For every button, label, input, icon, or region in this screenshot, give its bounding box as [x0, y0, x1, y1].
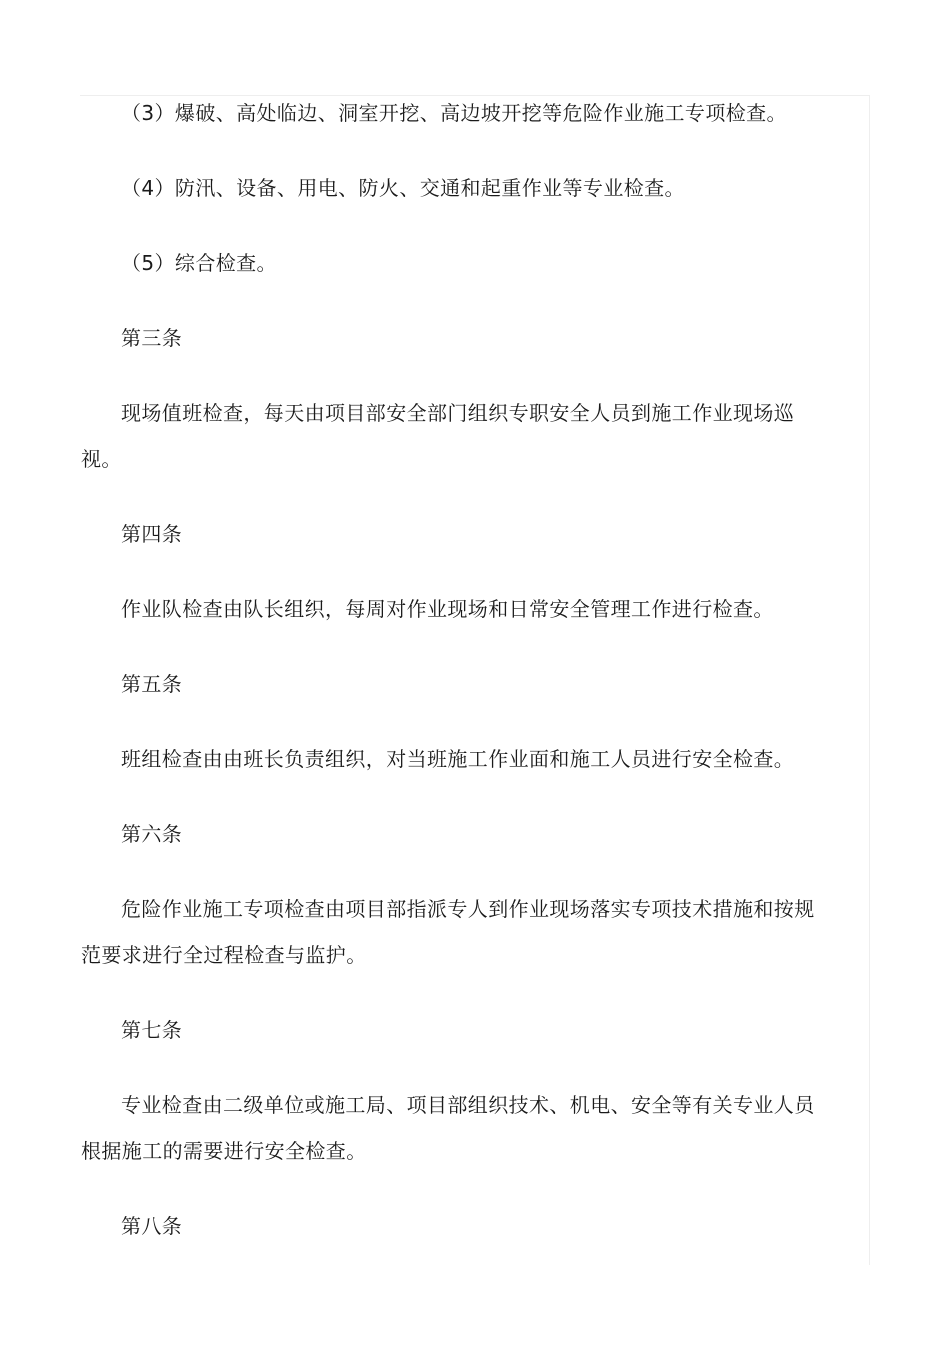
article-heading-7: 第七条	[121, 1018, 183, 1042]
paragraph-item-4: （4）防汛、设备、用电、防火、交通和起重作业等专业检查。	[121, 176, 685, 200]
article-heading-3: 第三条	[121, 326, 183, 350]
article-body-7: 专业检查由二级单位或施工局、项目部组织技术、机电、安全等有关专业人员根据施工的需要进行安全检查。	[81, 1093, 815, 1163]
article-heading-5: 第五条	[121, 672, 183, 696]
paragraph-item-3: （3）爆破、高处临边、洞室开挖、高边坡开挖等危险作业施工专项检查。	[121, 101, 787, 125]
document-body	[81, 90, 821, 1278]
article-heading-6: 第六条	[121, 822, 183, 846]
article-body-4: 作业队检查由队长组织，每周对作业现场和日常安全管理工作进行检查。	[121, 597, 774, 621]
article-body-3: 现场值班检查，每天由项目部安全部门组织专职安全人员到施工作业现场巡视。	[81, 401, 795, 471]
paragraph-item-5: （5）综合检查。	[121, 251, 277, 275]
article-body-5: 班组检查由由班长负责组织，对当班施工作业面和施工人员进行安全检查。	[121, 747, 795, 771]
article-heading-4: 第四条	[121, 522, 183, 546]
page-right-border	[869, 95, 870, 1265]
article-body-6: 危险作业施工专项检查由项目部指派专人到作业现场落实专项技术措施和按规范要求进行全过程检查与监护。	[81, 897, 815, 967]
article-heading-8: 第八条	[121, 1214, 183, 1238]
